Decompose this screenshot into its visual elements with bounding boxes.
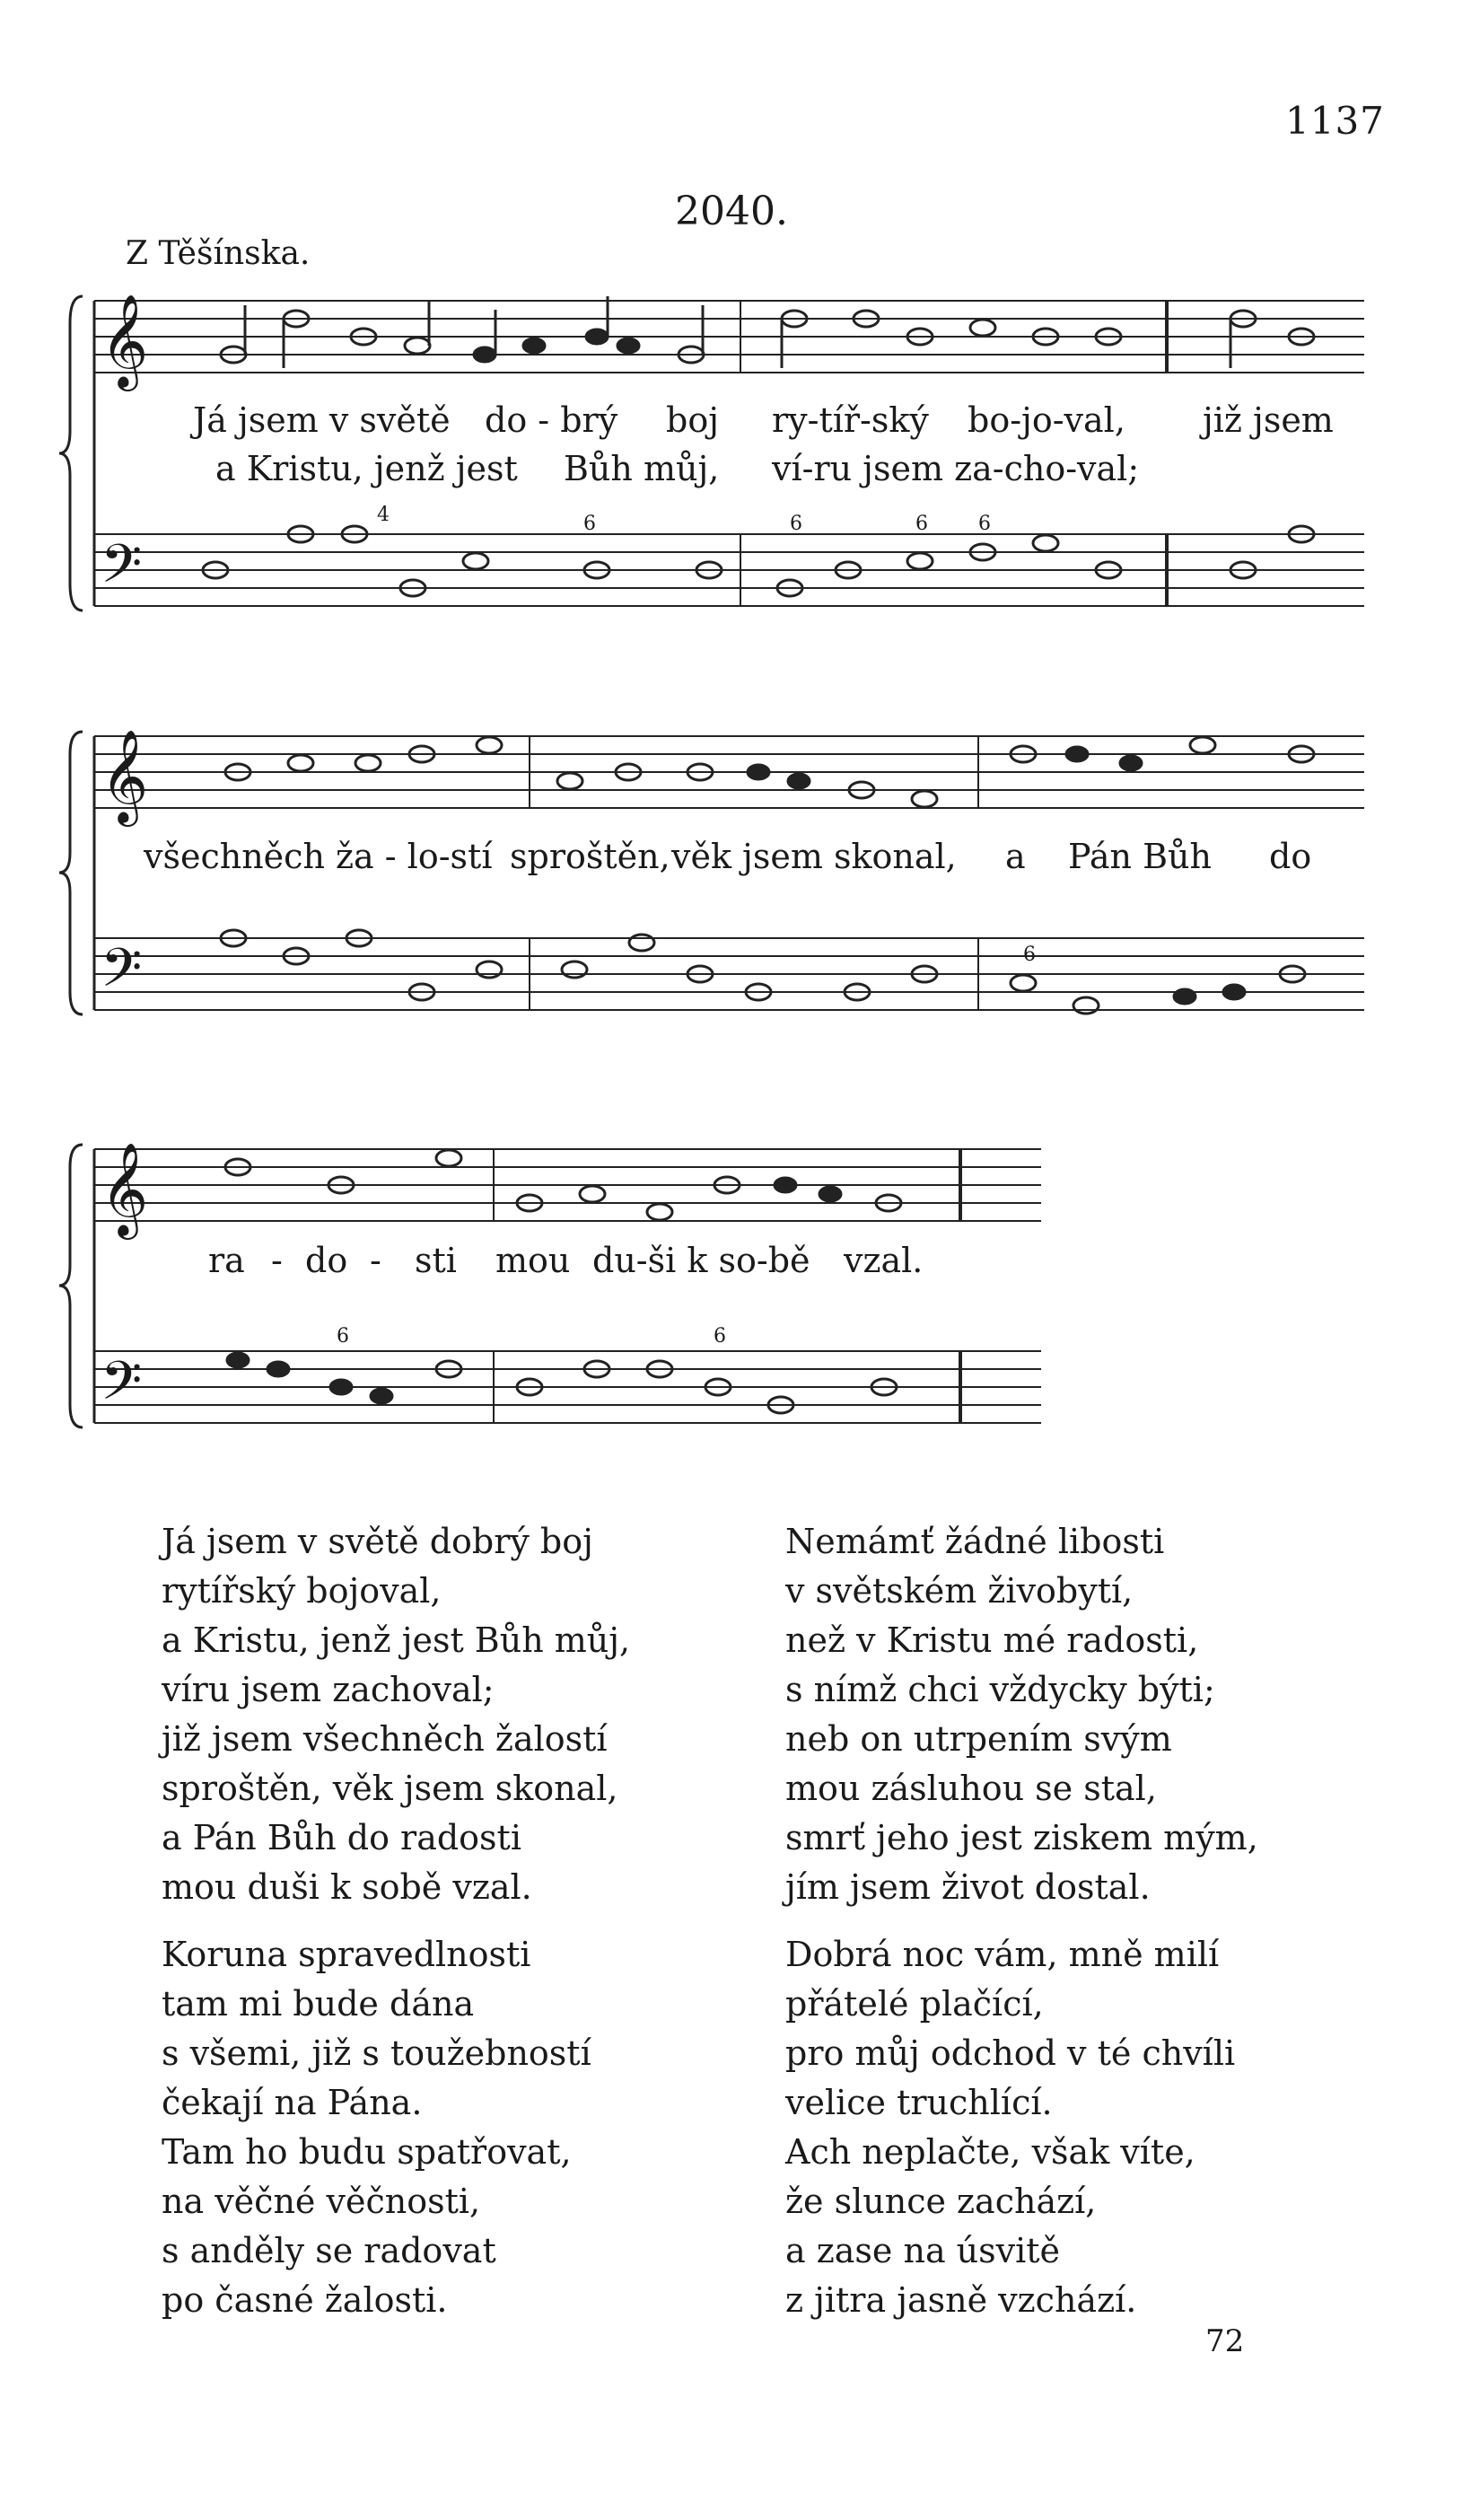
stanza-line: Já jsem v světě dobrý boj xyxy=(162,1522,593,1561)
lyric-s3-2: - xyxy=(271,1241,283,1280)
stanza-line: Koruna spravedlnosti xyxy=(162,1935,531,1974)
stanza-right-2 xyxy=(785,1930,1235,2325)
stanza-line: Dobrá noc vám, mně milí xyxy=(785,1935,1220,1974)
lyric-s1-1: Já jsem v světě xyxy=(193,400,451,440)
stanza-line: tam mi bude dána xyxy=(162,1984,475,2024)
system-3-staves xyxy=(94,1149,1041,1423)
figure-7: 6 xyxy=(714,1325,726,1348)
signature-number: 72 xyxy=(1205,2323,1245,2359)
stanza-line: a zase na úsvitě xyxy=(785,2231,1061,2270)
stanza-line: na věčné věčnosti, xyxy=(162,2182,481,2221)
song-origin: Z Těšínska. xyxy=(126,235,311,272)
lyric-s1-8: Bůh můj, xyxy=(564,449,720,488)
stanza-line: než v Kristu mé radosti, xyxy=(785,1620,1199,1660)
stanza-line: velice truchlící. xyxy=(785,2083,1053,2122)
bass-clef-3: 𝄢 xyxy=(101,1349,143,1425)
treble-clef-3: 𝄞 xyxy=(101,1142,149,1236)
lyric-s2-2: sproštěn, xyxy=(510,837,670,876)
stanza-line: s nímž chci vždycky býti; xyxy=(785,1670,1215,1709)
stanza-line: mou zásluhou se stal, xyxy=(785,1769,1157,1808)
lyric-s2-6: do xyxy=(1269,837,1312,876)
lyric-s1-3: boj xyxy=(666,400,719,440)
system-3-notes xyxy=(225,1150,901,1413)
treble-clef-1: 𝄞 xyxy=(101,294,149,388)
stanza-line: pro můj odchod v té chvíli xyxy=(785,2033,1236,2073)
stanza-left-1 xyxy=(162,1517,630,1912)
lyric-s2-4: a xyxy=(1005,837,1026,876)
stanza-line: v světském živobytí, xyxy=(785,1571,1134,1611)
system-2-brace xyxy=(59,732,83,1014)
stanza-line: přátelé plačící, xyxy=(785,1984,1044,2024)
figure-3: 6 xyxy=(790,513,802,535)
stanza-line: sproštěn, věk jsem skonal, xyxy=(162,1769,618,1808)
lyric-s1-7: a Kristu, jenž jest xyxy=(215,449,518,488)
lyric-s3-1: ra xyxy=(208,1241,245,1280)
lyric-s2-1: všechněch ža - lo-stí xyxy=(144,837,493,876)
stanza-line: Nemámť žádné libosti xyxy=(785,1522,1165,1561)
figure-4: 6 xyxy=(915,513,928,535)
song-number: 2040. xyxy=(675,189,788,234)
lyric-s1-5: bo-jo-val, xyxy=(968,400,1125,440)
stanza-line: s všemi, již s toužebností xyxy=(162,2033,591,2073)
stanza-line: čekají na Pána. xyxy=(162,2083,423,2122)
stanza-line: neb on utrpením svým xyxy=(785,1719,1172,1759)
bass-clef-2: 𝄢 xyxy=(101,936,143,1012)
lyric-s1-6: již jsem xyxy=(1203,400,1334,440)
lyric-s3-6: mou xyxy=(495,1241,571,1280)
stanza-line: Tam ho budu spatřovat, xyxy=(162,2132,572,2172)
lyric-s1-2: do - brý xyxy=(485,400,618,440)
lyric-s3-3: do xyxy=(305,1241,348,1280)
stanza-line: a Kristu, jenž jest Bůh můj, xyxy=(162,1620,631,1660)
figure-8: 6 xyxy=(1023,944,1036,966)
lyric-s2-3: věk jsem skonal, xyxy=(671,837,957,876)
treble-clef-2: 𝄞 xyxy=(101,729,149,823)
figure-6: 6 xyxy=(337,1325,349,1348)
stanza-line: že slunce zachází, xyxy=(785,2182,1097,2221)
bass-clef-1: 𝄢 xyxy=(101,532,143,608)
stanza-line: smrť jeho jest ziskem mým, xyxy=(785,1818,1258,1857)
stanza-right-1 xyxy=(785,1517,1258,1912)
lyric-s1-9: ví-ru jsem za-cho-val; xyxy=(772,449,1140,488)
lyric-s3-7: du-ši k so-bě xyxy=(592,1241,810,1280)
lyric-s3-4: - xyxy=(370,1241,381,1280)
stanza-line: již jsem všechněch žalostí xyxy=(162,1719,608,1759)
stanza-left-2 xyxy=(162,1930,591,2325)
lyric-s1-4: ry-tíř-ský xyxy=(772,400,929,440)
stanza-line: a Pán Bůh do radosti xyxy=(162,1818,521,1857)
lyric-s3-8: vzal. xyxy=(844,1241,924,1280)
system-1-notes xyxy=(203,296,1314,596)
figure-1: 4 xyxy=(377,504,390,526)
stanza-line: z jitra jasně vzchází. xyxy=(785,2280,1137,2320)
stanza-line: víru jsem zachoval; xyxy=(162,1670,495,1709)
lyric-s3-5: sti xyxy=(415,1241,457,1280)
system-1-brace xyxy=(59,296,83,610)
figure-5: 6 xyxy=(978,513,991,535)
stanza-line: jím jsem život dostal. xyxy=(785,1867,1151,1907)
stanza-line: mou duši k sobě vzal. xyxy=(162,1867,532,1907)
stanza-line: rytířský bojoval, xyxy=(162,1571,442,1611)
stanza-line: po časné žalosti. xyxy=(162,2280,448,2320)
system-3-brace xyxy=(59,1145,83,1427)
stanza-line: s anděly se radovat xyxy=(162,2231,496,2270)
figure-2: 6 xyxy=(583,513,596,535)
page-number: 1137 xyxy=(1285,99,1385,143)
lyric-s2-5: Pán Bůh xyxy=(1068,837,1212,876)
stanza-line: Ach neplačte, však víte, xyxy=(785,2132,1195,2172)
